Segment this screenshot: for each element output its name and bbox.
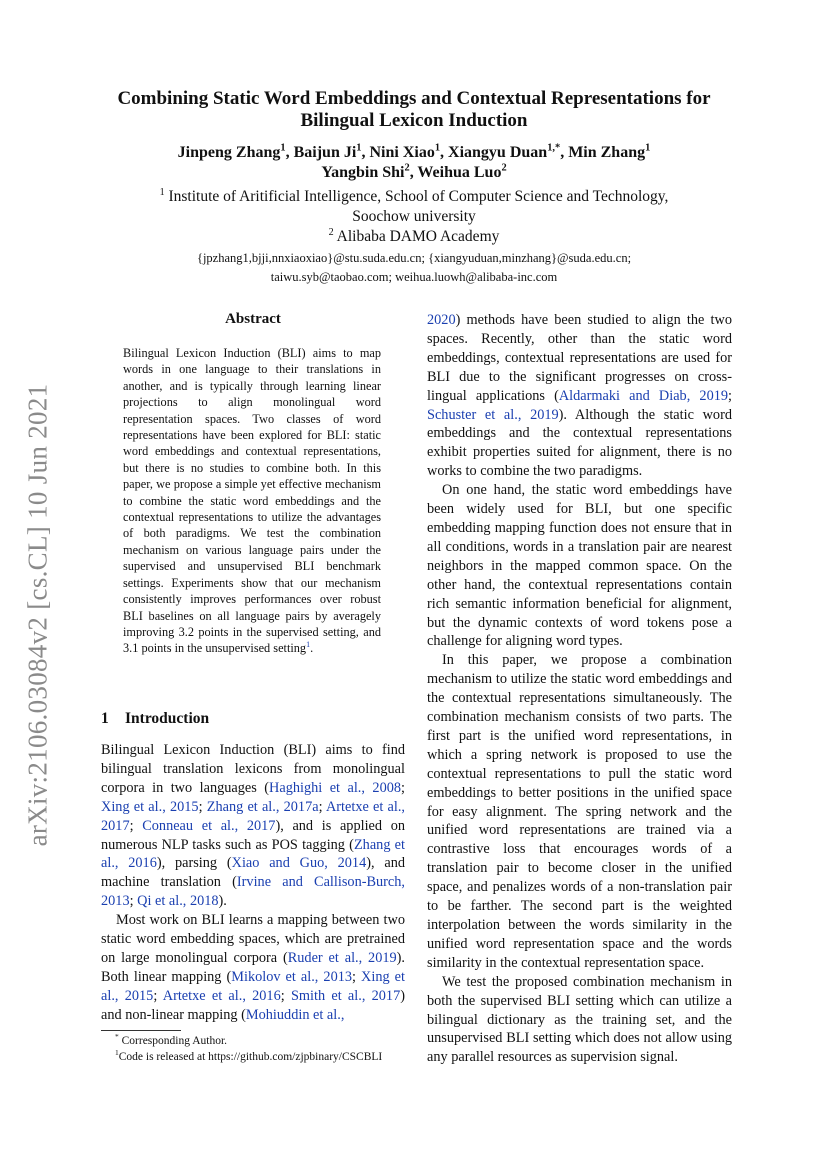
affiliations: [0, 187, 828, 247]
title-line-1: Combining Static Word Embeddings and Contextual Representations for: [117, 88, 711, 109]
arxiv-identifier: arXiv:2106.03084v2 [cs.CL] 10 Jun 2021: [22, 383, 53, 847]
paragraph: On one hand, the static word embeddings have been widely used for BLI, but one specific embedding mapping function does not ensure that in all conditions, words in a translation pair are nearest neighbors in the mapped common space. On the other hand, the contextual representations contain rich semantic information beneficial for alignment, but the dynamic contexts of word tokens pose a challenge for aligning word types.: [427, 482, 732, 650]
author-line-2: [0, 163, 828, 183]
citation-link[interactable]: Xing et al., 2015: [101, 798, 199, 815]
text-run: ) methods have been studied to align the two spaces. Recently, other than the static word embeddings, contextual representations are used for BLI due to the significant progresses on cross-lingual applications (: [427, 312, 732, 404]
author-list: [0, 143, 828, 183]
paragraph: [427, 311, 732, 481]
text-run: ;: [352, 968, 362, 985]
affiliation-text: Alibaba DAMO Academy: [333, 228, 500, 245]
text-run: ;: [198, 798, 207, 815]
text-run: ), and machine translation (: [101, 855, 405, 891]
text-run: ).: [218, 893, 227, 910]
paragraph: We test the proposed combination mechanism in both the supervised BLI setting which can utilize a bilingual dictionary as the training set, and the unsupervised BLI setting which does not allow using any parallel resources as supervision signal.: [427, 973, 732, 1066]
citation-link[interactable]: Zhang et al., 2017a: [206, 798, 319, 815]
intro-body: [101, 741, 405, 1025]
author-name: , Weihua Luo: [409, 164, 502, 181]
footnote-code: [101, 1047, 411, 1066]
paper-title: [0, 88, 828, 132]
text-run: ), parsing (: [156, 855, 232, 872]
text-run: ). Both linear mapping (: [101, 949, 405, 985]
text-run: ;: [129, 817, 143, 834]
citation-link[interactable]: Mikolov et al., 2013: [231, 968, 353, 985]
paragraph: [101, 741, 405, 911]
emails-line-1: {jpzhang1,bjji,nnxiaoxiao}@stu.suda.edu.cn; {xiangyuduan,minzhang}@suda.edu.cn;: [196, 251, 632, 265]
author-affil-mark: 1: [280, 142, 286, 154]
footnote-link[interactable]: 1: [306, 640, 311, 650]
affiliation-1: [0, 187, 828, 207]
affiliation-2: [0, 227, 828, 247]
title-line-2: Bilingual Lexicon Induction: [300, 110, 528, 131]
text-run: ;: [728, 387, 732, 404]
citation-link[interactable]: Ruder et al., 2019: [287, 949, 397, 966]
text-run: ;: [280, 987, 291, 1004]
abstract-heading: Abstract: [225, 311, 281, 327]
section-number: 1: [101, 710, 109, 727]
footnotes: [101, 1034, 411, 1065]
citation-link[interactable]: Haghighi et al., 2008: [269, 779, 402, 796]
footnote-divider: [101, 1030, 181, 1031]
author-name: , Nini Xiao: [361, 144, 435, 161]
text-run: ), and is applied on numerous NLP tasks such as POS tagging (: [101, 817, 405, 853]
text-run: Most work on BLI learns a mapping between two static word embedding spaces, which are pretrained on large monolingual corpora (: [101, 912, 405, 966]
citation-link[interactable]: Irvine and Callison-Burch, 2013: [101, 874, 405, 910]
affiliation-mark: 2: [328, 226, 334, 238]
footnote-text: Corresponding Author.: [118, 1035, 228, 1047]
citation-link[interactable]: 2020: [427, 312, 456, 328]
text-run: ;: [318, 798, 326, 815]
citation-link[interactable]: Qi et al., 2018: [137, 893, 219, 910]
author-name: Yangbin Shi: [321, 164, 405, 181]
author-name: Jinpeng Zhang: [177, 144, 281, 161]
author-affil-mark: 2: [404, 162, 410, 174]
emails-line-2: taiwu.syb@taobao.com; weihua.luowh@alibaba-inc.com: [270, 270, 558, 284]
abstract-body-text: Bilingual Lexicon Induction (BLI) aims to map words in one language to their translations in another, and is typically through learning linear projections to align monolingual word representation spaces. Two classes of word representations have been explored for BLI: static word embeddings and contextual representations, but there is no studies to combine both. In this paper, we propose a simple yet effective mechanism to combine the static word embeddings and the contextual representations to utilize the advantages of both paradigms. We test the combination mechanism on various language pairs under the supervised and unsupervised BLI benchmark settings. Experiments show that our mechanism consistently improves performances over robust BLI baselines on all language pairs by averagely improving 3.2 points in the supervised setting, and 3.1 points in the unsupervised setting: [123, 346, 381, 656]
citation-link[interactable]: Conneau et al., 2017: [142, 817, 276, 834]
arxiv-sidebar: [18, 370, 58, 860]
affiliation-text: Institute of Aritificial Intelligence, School of Computer Science and Technology,: [164, 188, 669, 205]
footnote-corresponding: [101, 1034, 411, 1050]
author-affil-mark: 1: [434, 142, 441, 154]
abstract-text: [123, 345, 381, 657]
citation-link[interactable]: Smith et al., 2017: [290, 987, 401, 1004]
text-run: ) and non-linear mapping (: [101, 987, 405, 1023]
footnote-mark: *: [115, 1032, 119, 1042]
citation-link[interactable]: Mohiuddin et al.,: [245, 1006, 345, 1023]
affiliation-mark: 1: [159, 186, 165, 198]
author-name: , Min Zhang: [560, 144, 646, 161]
citation-link[interactable]: Artetxe et al., 2017: [101, 798, 405, 834]
affiliation-1-cont: Soochow university: [352, 208, 476, 225]
text-run: ). Although the static word embeddings and the contextual representations exhibit properties suited for alignment, there is no works to combine the two paradigms.: [427, 406, 732, 480]
text-run: Bilingual Lexicon Induction (BLI) aims to find bilingual translation lexicons from monolingual corpora in two languages (: [101, 742, 405, 796]
citation-link[interactable]: Xing et al., 2015: [101, 968, 405, 1004]
author-name: , Baijun Ji: [285, 144, 357, 161]
paragraph: In this paper, we propose a combination mechanism to utilize the static word embeddings and the contextual representations simultaneously. The combination mechanism consists of two parts. The first part is the unified word representations, in which a spring network is proposed to use the contextual representations to pull the static word embeddings to better positions in the unified space for easy alignment. The spring network and the unified word representations are trained via a contrastive loss that encourages words of a translation pair to become closer in the unified space, and penalizes words of a non-translation pair to be farther. The second part is the weighted interpolation between the words similarity in the unified word representation space and the words similarity in the contextual representation space.: [427, 652, 732, 971]
text-run: ;: [129, 893, 138, 910]
citation-link[interactable]: Aldarmaki and Diab, 2019: [558, 387, 729, 404]
citation-link[interactable]: Schuster et al., 2019: [427, 406, 559, 423]
author-line-1: [0, 143, 828, 163]
text-run: ;: [401, 779, 406, 796]
paragraph: [101, 911, 405, 1024]
author-affil-mark: 1,*: [547, 142, 561, 154]
section-title: Introduction: [125, 710, 210, 727]
abstract-end: .: [310, 641, 314, 656]
footnote-mark: 1: [115, 1047, 119, 1057]
footnote-text: Code is released at https://github.com/zjpbinary/CSCBLI: [118, 1050, 383, 1063]
citation-link[interactable]: Zhang et al., 2016: [101, 836, 405, 872]
section-heading-introduction: [101, 710, 209, 728]
author-affil-mark: 1: [645, 142, 651, 154]
author-emails: [0, 249, 828, 287]
author-affil-mark: 1: [356, 142, 362, 154]
citation-link[interactable]: Artetxe et al., 2016: [162, 987, 281, 1004]
citation-link[interactable]: Xiao and Guo, 2014: [231, 855, 367, 872]
author-name: , Xiangyu Duan: [440, 144, 548, 161]
text-run: ;: [153, 987, 163, 1004]
author-affil-mark: 2: [501, 162, 507, 174]
right-column-body: [427, 311, 732, 1067]
